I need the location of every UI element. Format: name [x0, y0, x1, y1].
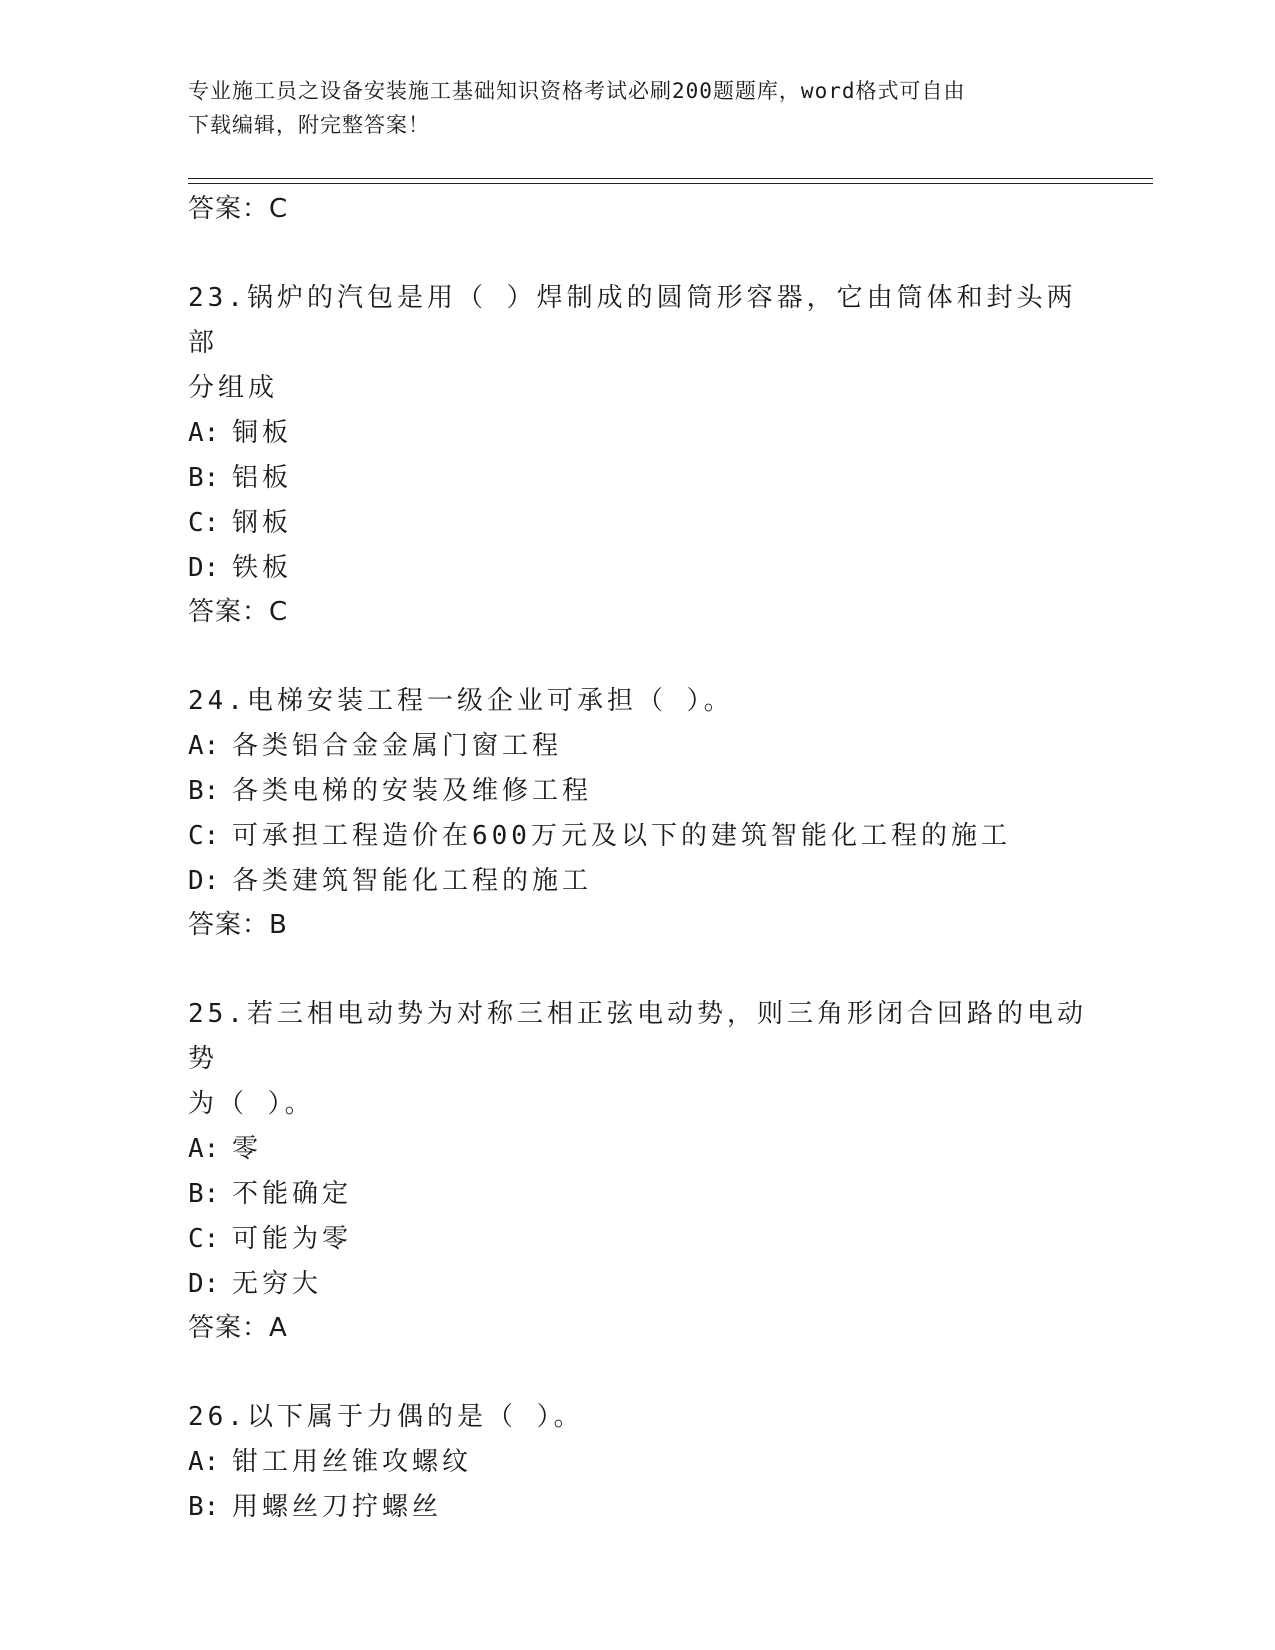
option-text: 各类电梯的安装及维修工程	[232, 776, 593, 806]
option-text: 铝板	[232, 463, 293, 493]
question-text	[188, 276, 1088, 411]
question-text-line: 25.若三相电动势为对称三相正弦电动势，则三角形闭合回路的电动势	[188, 999, 1087, 1074]
option-letter: B:	[188, 463, 220, 493]
option-c	[188, 501, 1088, 546]
option-b	[188, 1485, 1088, 1530]
option-letter: A:	[188, 1447, 220, 1477]
option-b	[188, 1172, 1088, 1217]
option-letter: A:	[188, 1134, 220, 1164]
option-text: 可承担工程造价在600万元及以下的建筑智能化工程的施工	[232, 821, 1011, 851]
question-block	[188, 276, 1088, 629]
option-text: 铁板	[232, 553, 293, 583]
question-text-line: 23.锅炉的汽包是用（ ）焊制成的圆筒形容器，它由筒体和封头两部	[188, 283, 1077, 358]
option-letter: D:	[188, 553, 220, 583]
option-text: 铜板	[232, 418, 293, 448]
option-letter: C:	[188, 821, 220, 851]
option-letter: B:	[188, 1492, 220, 1522]
question-block	[188, 992, 1088, 1345]
answer-line: 答案：C	[188, 597, 289, 627]
option-d	[188, 546, 1088, 591]
question-list	[188, 192, 1088, 1530]
option-text: 零	[232, 1134, 263, 1164]
option-text: 不能确定	[232, 1179, 353, 1209]
option-text: 无穷大	[232, 1269, 323, 1299]
option-text: 用螺丝刀拧螺丝	[232, 1492, 443, 1522]
option-c	[188, 814, 1088, 859]
option-text: 钢板	[232, 508, 293, 538]
header-line-2: 下载编辑，附完整答案！	[188, 113, 430, 137]
question-text-line: 为（ ）。	[188, 1089, 315, 1119]
question-block	[188, 1395, 1088, 1530]
option-text: 钳工用丝锥攻螺纹	[232, 1447, 473, 1477]
answer-line: 答案：B	[188, 910, 288, 940]
question-block	[188, 679, 1088, 942]
option-text: 各类建筑智能化工程的施工	[232, 866, 593, 896]
document-header	[188, 74, 1088, 142]
option-d	[188, 859, 1088, 904]
option-letter: C:	[188, 508, 220, 538]
question-text-line: 24.电梯安装工程一级企业可承担（ ）。	[188, 686, 734, 716]
option-a	[188, 1440, 1088, 1485]
question-text-line: 26.以下属于力偶的是（ ）。	[188, 1402, 584, 1432]
option-text: 各类铝合金金属门窗工程	[232, 731, 563, 761]
option-b	[188, 456, 1088, 501]
option-letter: D:	[188, 1269, 220, 1299]
option-a	[188, 411, 1088, 456]
option-letter: A:	[188, 418, 220, 448]
option-letter: B:	[188, 776, 220, 806]
option-letter: C:	[188, 1224, 220, 1254]
option-letter: B:	[188, 1179, 220, 1209]
option-b	[188, 769, 1088, 814]
option-a	[188, 1127, 1088, 1172]
question-text-line: 分组成	[188, 373, 279, 403]
option-letter: D:	[188, 866, 220, 896]
answer-line: 答案：A	[188, 1313, 288, 1343]
option-text: 可能为零	[232, 1224, 353, 1254]
header-divider-bottom	[188, 183, 1153, 184]
header-divider-top	[188, 178, 1153, 179]
option-d	[188, 1262, 1088, 1307]
option-a	[188, 724, 1088, 769]
header-line-1: 专业施工员之设备安装施工基础知识资格考试必刷200题题库，word格式可自由	[188, 79, 966, 103]
question-text	[188, 679, 1088, 724]
question-text	[188, 1395, 1088, 1440]
question-text	[188, 992, 1088, 1127]
option-letter: A:	[188, 731, 220, 761]
previous-answer: 答案：C	[188, 194, 289, 224]
option-c	[188, 1217, 1088, 1262]
